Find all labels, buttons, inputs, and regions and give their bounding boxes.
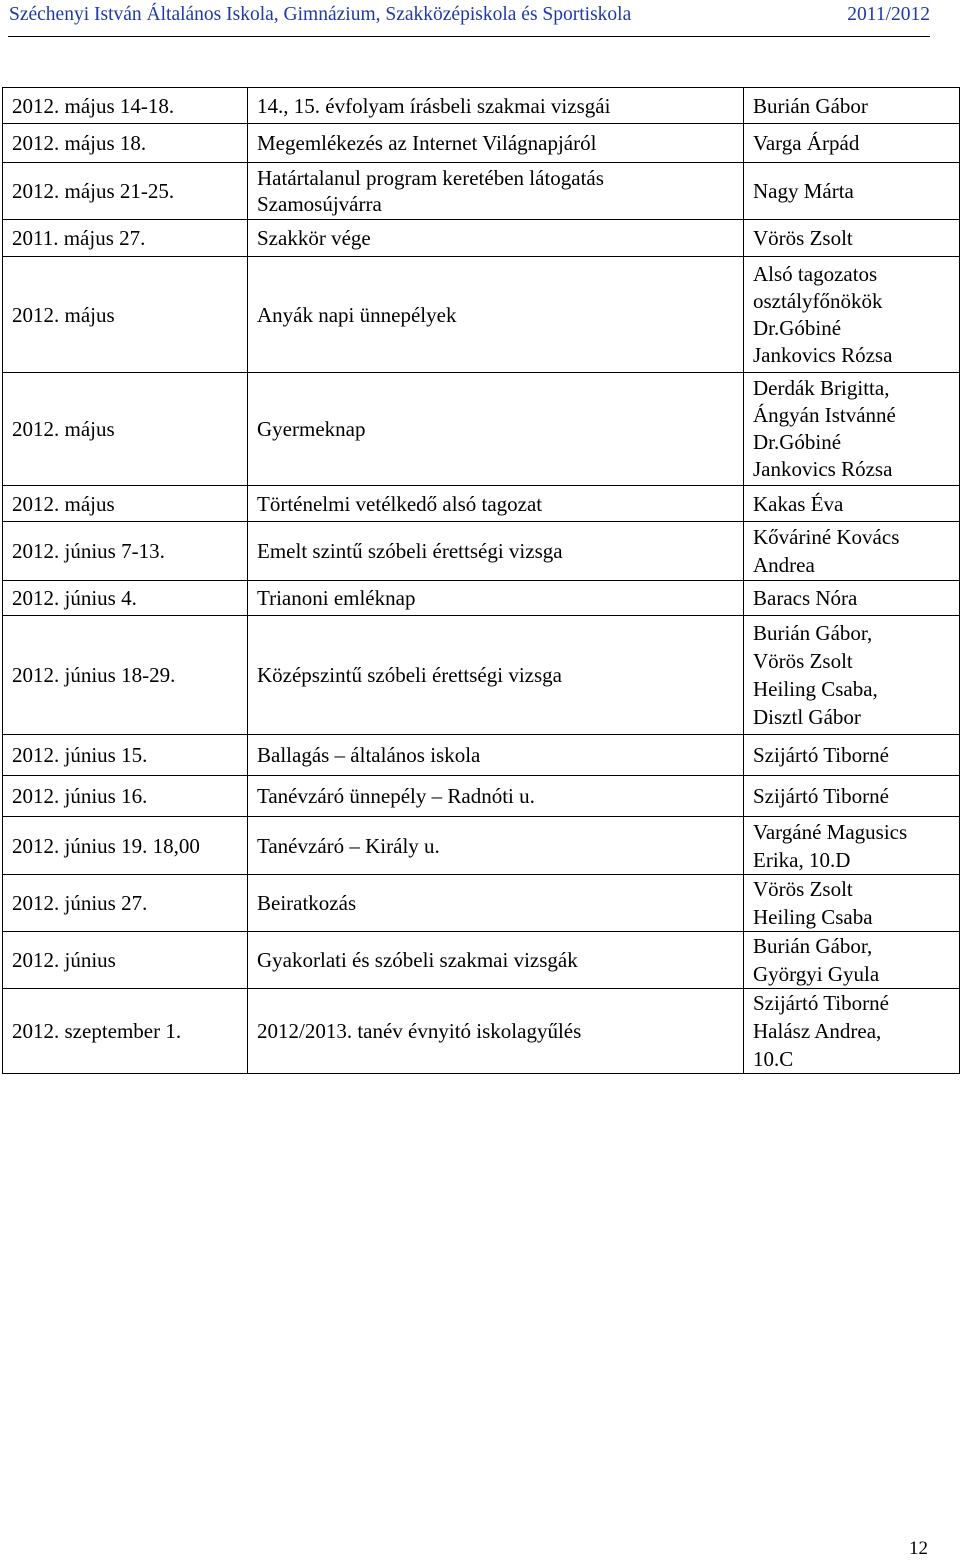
event-description: Anyák napi ünnepélyek	[248, 257, 744, 373]
table-row	[3, 817, 960, 875]
table-row	[3, 220, 960, 257]
table-row	[3, 875, 960, 932]
table-row	[3, 776, 960, 817]
event-responsible: Vörös Zsolt	[744, 220, 960, 257]
event-responsible: Szijártó Tiborné Halász Andrea, 10.C	[744, 989, 960, 1074]
table-row	[3, 88, 960, 124]
table-row	[3, 163, 960, 220]
event-schedule-table	[2, 87, 960, 1074]
table-row	[3, 989, 960, 1074]
event-responsible: Vörös Zsolt Heiling Csaba	[744, 875, 960, 932]
event-responsible: Derdák Brigitta, Ángyán Istvánné Dr.Góbiné Jankovics Rózsa	[744, 373, 960, 486]
event-responsible: Kőváriné Kovács Andrea	[744, 522, 960, 581]
event-description: Határtalanul program keretében látogatás Szamosújvárra	[248, 163, 744, 220]
event-date: 2012. május 14-18.	[3, 88, 248, 124]
event-date: 2012. június 7-13.	[3, 522, 248, 581]
table-row	[3, 522, 960, 581]
event-responsible: Varga Árpád	[744, 124, 960, 163]
table-row	[3, 124, 960, 163]
school-name: Széchenyi István Általános Iskola, Gimnázium, Szakközépiskola és Sportiskola	[9, 4, 632, 25]
table-row	[3, 257, 960, 373]
event-description: Ballagás – általános iskola	[248, 735, 744, 776]
event-responsible: Burián Gábor	[744, 88, 960, 124]
event-date: 2012. június 19. 18,00	[3, 817, 248, 875]
event-description: Tanévzáró – Király u.	[248, 817, 744, 875]
event-responsible: Szijártó Tiborné	[744, 776, 960, 817]
event-responsible: Alsó tagozatos osztályfőnökök Dr.Góbiné Jankovics Rózsa	[744, 257, 960, 373]
table-row	[3, 373, 960, 486]
event-date: 2012. május	[3, 486, 248, 522]
school-year: 2011/2012	[847, 4, 930, 25]
table-row	[3, 735, 960, 776]
event-responsible: Baracs Nóra	[744, 581, 960, 616]
event-date: 2012. június 15.	[3, 735, 248, 776]
event-date: 2012. május 18.	[3, 124, 248, 163]
event-description: Gyakorlati és szóbeli szakmai vizsgák	[248, 932, 744, 989]
event-responsible: Szijártó Tiborné	[744, 735, 960, 776]
event-description: 14., 15. évfolyam írásbeli szakmai vizsgái	[248, 88, 744, 124]
event-description: Emelt szintű szóbeli érettségi vizsga	[248, 522, 744, 581]
event-date: 2012. június 27.	[3, 875, 248, 932]
event-responsible: Nagy Márta	[744, 163, 960, 220]
event-date: 2012. szeptember 1.	[3, 989, 248, 1074]
event-responsible: Burián Gábor, Vörös Zsolt Heiling Csaba, Disztl Gábor	[744, 616, 960, 735]
event-description: Beiratkozás	[248, 875, 744, 932]
table-row	[3, 932, 960, 989]
event-responsible: Vargáné Magusics Erika, 10.D	[744, 817, 960, 875]
table-row	[3, 486, 960, 522]
event-date: 2012. június 4.	[3, 581, 248, 616]
event-responsible: Burián Gábor, Györgyi Gyula	[744, 932, 960, 989]
event-description: Gyermeknap	[248, 373, 744, 486]
page-number: 12	[909, 1538, 928, 1559]
table-row	[3, 581, 960, 616]
table-row	[3, 616, 960, 735]
event-date: 2012. június	[3, 932, 248, 989]
event-date: 2011. május 27.	[3, 220, 248, 257]
event-description: Trianoni emléknap	[248, 581, 744, 616]
event-description: Középszintű szóbeli érettségi vizsga	[248, 616, 744, 735]
event-date: 2012. június 18-29.	[3, 616, 248, 735]
event-date: 2012. június 16.	[3, 776, 248, 817]
event-date: 2012. május 21-25.	[3, 163, 248, 220]
event-description: Megemlékezés az Internet Világnapjáról	[248, 124, 744, 163]
event-date: 2012. május	[3, 257, 248, 373]
event-description: 2012/2013. tanév évnyitó iskolagyűlés	[248, 989, 744, 1074]
page-header	[8, 0, 930, 37]
event-date: 2012. május	[3, 373, 248, 486]
event-description: Történelmi vetélkedő alsó tagozat	[248, 486, 744, 522]
event-description: Szakkör vége	[248, 220, 744, 257]
event-responsible: Kakas Éva	[744, 486, 960, 522]
event-description: Tanévzáró ünnepély – Radnóti u.	[248, 776, 744, 817]
